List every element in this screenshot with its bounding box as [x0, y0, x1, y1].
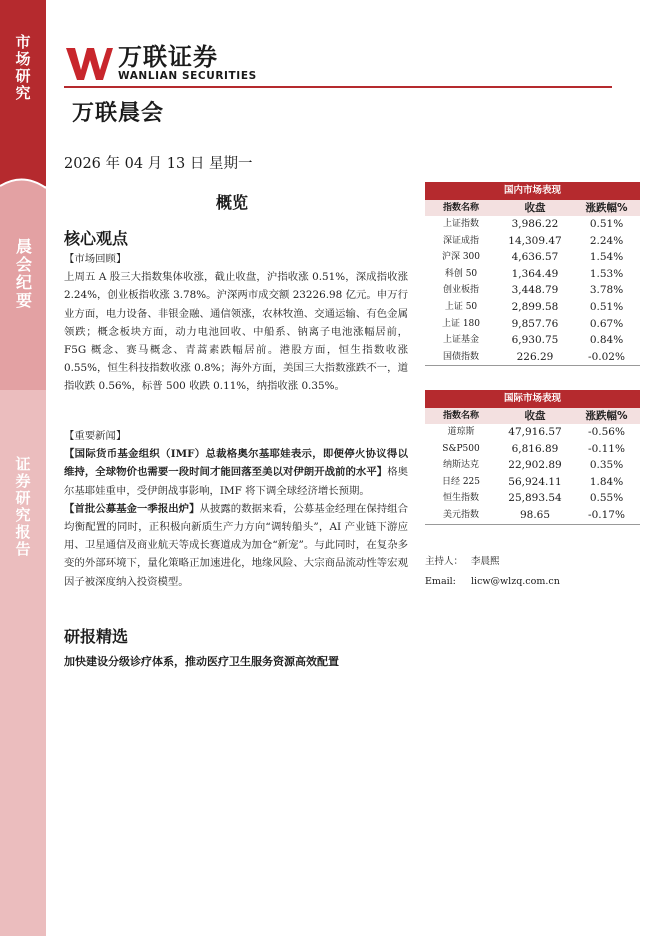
table-row: [425, 424, 640, 441]
table-row: [425, 316, 640, 333]
brand-name-cn: 万联证券: [118, 43, 218, 71]
core-views-heading: 核心观点: [64, 229, 129, 248]
intl-table-header: [425, 408, 640, 424]
change-pct-cell: 0.35%: [589, 459, 624, 472]
index-name-cell: 上证基金: [442, 335, 479, 346]
close-value-cell: 1,364.49: [511, 267, 559, 280]
change-pct-cell: -0.17%: [588, 508, 625, 521]
close-value-cell: 25,893.54: [508, 492, 562, 505]
international-market-table: [425, 390, 640, 525]
news-tag: 【重要新闻】: [64, 430, 127, 442]
brand-logo: [64, 44, 257, 82]
close-value-cell: 6,816.89: [511, 442, 559, 455]
sidebar-label-market-research: 市场研究: [13, 34, 32, 102]
domestic-table-title: 国内市场表现: [425, 182, 640, 200]
change-pct-cell: 2.24%: [589, 234, 624, 247]
col-header-close: 收盘: [524, 410, 546, 422]
close-value-cell: 6,930.75: [511, 334, 559, 347]
change-pct-cell: -0.02%: [588, 350, 625, 363]
table-row: [425, 490, 640, 507]
close-value-cell: 98.65: [519, 508, 551, 521]
table-bottom-rule: [425, 524, 640, 525]
change-pct-cell: 0.84%: [589, 334, 624, 347]
sidebar-label-securities-report: 证券研究报告: [13, 456, 32, 558]
close-value-cell: 3,986.22: [511, 218, 559, 230]
table-row: [425, 507, 640, 524]
index-name-cell: 道琼斯: [447, 427, 475, 437]
change-pct-cell: 1.84%: [589, 475, 624, 488]
sidebar-divider-curve: [0, 168, 46, 204]
table-bottom-rule: [425, 365, 640, 366]
close-value-cell: 47,916.57: [508, 426, 562, 438]
overview-heading: 概览: [216, 193, 249, 212]
domestic-table-header: [425, 200, 640, 216]
close-value-cell: 14,309.47: [508, 234, 562, 247]
index-name-cell: 科创 50: [444, 268, 478, 279]
table-row: [425, 441, 640, 458]
change-pct-cell: 3.78%: [589, 284, 624, 297]
index-name-cell: 国债指数: [442, 351, 479, 362]
host-email[interactable]: licw@wlzq.com.cn: [471, 576, 560, 587]
change-pct-cell: 1.54%: [589, 251, 624, 264]
table-row: [425, 249, 640, 266]
news-item-2-text: 从披露的数据来看，公募基金经理在保持组合均衡配置的同时，正积极向新质生产力方向“调转船头”，AI 产业链下游应用、卫星通信及商业航天等成长赛道成为加仓“新宠”。与此同时，在复杂多变的外部环境下，量化策略正加速进化，地缘风险、大宗商品流动性等宏观因子被深度纳入投资模型。: [64, 502, 409, 588]
document-title: 万联晨会: [72, 101, 165, 126]
host-info: [425, 552, 560, 592]
domestic-market-table: [425, 182, 640, 366]
index-name-cell: 深证成指: [442, 235, 479, 246]
market-review-tag: 【市场回顾】: [64, 253, 127, 265]
table-row: [425, 299, 640, 316]
news-item-2-tag: 【首批公募基金一季报出炉】: [64, 502, 200, 515]
index-name-cell: 日经 225: [441, 476, 481, 487]
index-name-cell: 创业板指: [442, 285, 479, 296]
close-value-cell: 3,448.79: [511, 284, 559, 297]
index-name-cell: 美元指数: [442, 509, 479, 520]
change-pct-cell: 0.51%: [589, 300, 624, 313]
index-name-cell: S&P500: [442, 443, 480, 454]
change-pct-cell: 0.67%: [589, 317, 624, 330]
header-rule: [64, 86, 612, 88]
sidebar-section-morning-notes: [0, 186, 46, 390]
table-row: [425, 332, 640, 349]
table-row: [425, 233, 640, 250]
close-value-cell: 226.29: [516, 350, 554, 363]
news-item-1-text: 格奥尔基耶娃重申，受伊朗战事影响，IMF 将下调全球经济增长预期。: [64, 466, 409, 497]
change-pct-cell: 0.51%: [589, 218, 624, 230]
col-header-name: 指数名称: [442, 203, 479, 213]
change-pct-cell: -0.56%: [588, 426, 625, 438]
change-pct-cell: -0.11%: [588, 442, 625, 455]
sidebar-section-market-research: [0, 0, 46, 186]
sidebar: [0, 0, 46, 936]
index-name-cell: 沪深 300: [441, 252, 481, 263]
index-name-cell: 上证 50: [444, 301, 478, 312]
sidebar-section-securities-report: [0, 390, 46, 936]
index-name-cell: 恒生指数: [442, 493, 479, 504]
table-row: [425, 457, 640, 474]
close-value-cell: 9,857.76: [511, 317, 559, 330]
market-review-text: 上周五 A 股三大指数集体收涨，截止收盘，沪指收涨 0.51%，深成指收涨 2.24%，创业板指收涨 3.78%。沪深两市成交额 23226.98 亿元。申万行业方面，电力设备、非银金融、通信领涨，农林牧渔、交通运输、有色金属领跌；概念板块方面，动力电池回收、中船系、钠离子电池涨幅居前，F5G 概念、赛马概念、青蒿素跌幅居前。港股方面，恒生指数收涨 0.55%，恒生科技指数收涨 0.8%；海外方面，美国三大指数涨跌不一，道指收跌 0.56%，标普 500 收跌 0.11%，纳指收涨 0.35%。: [64, 271, 408, 393]
close-value-cell: 22,902.89: [508, 459, 562, 472]
close-value-cell: 4,636.57: [511, 251, 559, 264]
index-name-cell: 纳斯达克: [442, 460, 479, 471]
col-header-change: 涨跌幅%: [585, 410, 628, 422]
table-row: [425, 266, 640, 283]
news-block: [64, 427, 408, 591]
brand-name-en: WANLIAN SECURITIES: [118, 70, 257, 82]
email-label: Email:: [425, 576, 456, 587]
col-header-change: 涨跌幅%: [585, 202, 628, 214]
table-row: [425, 474, 640, 491]
col-header-close: 收盘: [524, 202, 546, 214]
change-pct-cell: 1.53%: [589, 267, 624, 280]
research-heading: 研报精选: [64, 627, 129, 646]
host-label: 主持人：: [425, 556, 464, 567]
change-pct-cell: 0.55%: [589, 492, 624, 505]
col-header-name: 指数名称: [442, 411, 479, 421]
intl-table-title: 国际市场表现: [425, 390, 640, 408]
document-date: 2026 年 04 月 13 日 星期一: [64, 156, 253, 172]
close-value-cell: 56,924.11: [508, 475, 562, 488]
table-row: [425, 282, 640, 299]
close-value-cell: 2,899.58: [511, 300, 559, 313]
wanlian-logo-icon: [64, 44, 114, 82]
research-item-title[interactable]: 加快建设分级诊疗体系，推动医疗卫生服务资源高效配置: [64, 655, 339, 668]
table-row: [425, 349, 640, 366]
table-row: [425, 216, 640, 233]
news-item-1-tag: 【国际货币基金组织（IMF）总裁格奥尔基耶娃表示，即便停火协议得以维持，全球物价也需要一段时间才能回落至美以对伊朗开战前的水平】: [64, 448, 408, 479]
index-name-cell: 上证指数: [442, 219, 479, 229]
host-name: 李晨熙: [471, 556, 500, 567]
sidebar-label-morning-notes: 晨会纪要: [13, 238, 33, 310]
market-review-block: [64, 250, 408, 396]
index-name-cell: 上证 180: [441, 318, 481, 329]
